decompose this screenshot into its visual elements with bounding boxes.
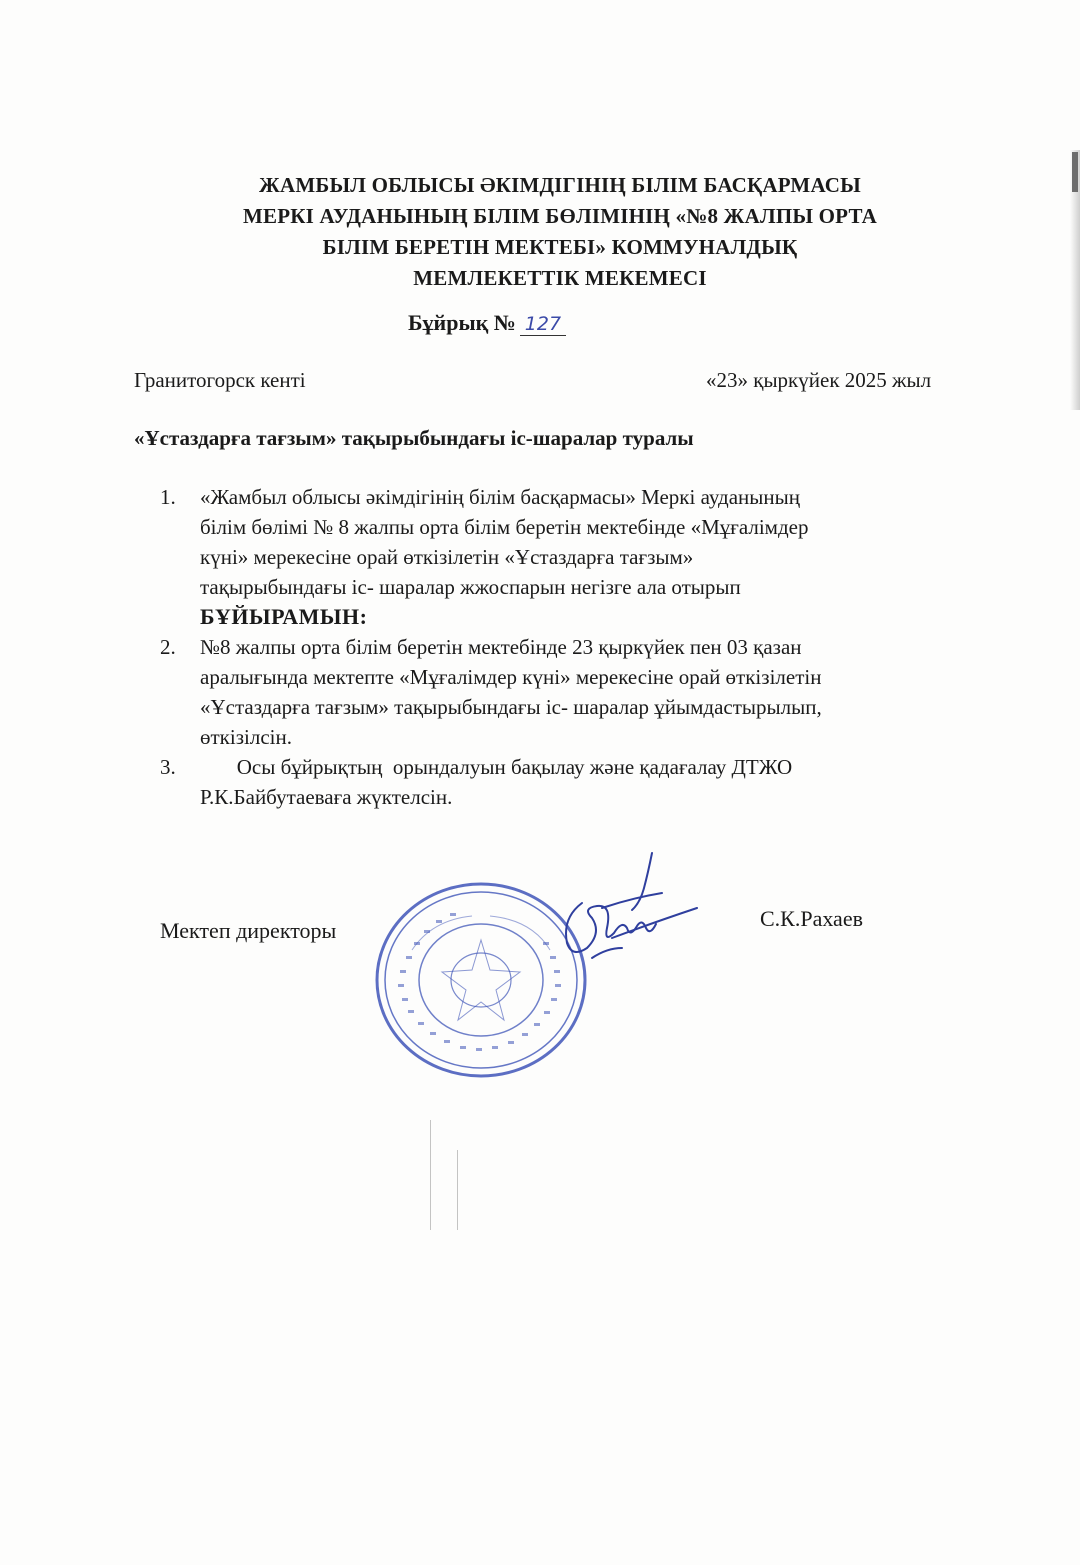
decree-heading: БҰЙЫРАМЫН: — [200, 604, 368, 629]
scan-artifact-line — [457, 1150, 458, 1230]
header-line: МЕРКІ АУДАНЫНЫҢ БІЛІМ БӨЛІМІНІҢ «№8 ЖАЛПЫ ОРТА — [243, 204, 877, 228]
item-line: күні» мерекесіне орай өткізілетін «Ұстаздарға тағзым» — [200, 545, 694, 569]
header-line: БІЛІМ БЕРЕТІН МЕКТЕБІ» КОММУНАЛДЫҚ — [322, 235, 798, 259]
item-line: өткізілсін. — [200, 725, 292, 749]
item-line: Р.К.Байбутаеваға жүктелсін. — [200, 785, 453, 809]
item-number: 1. — [160, 485, 176, 509]
item-line: «Жамбыл облысы әкімдігінің білім басқармасы» Меркі ауданының — [200, 485, 800, 509]
item-line: аралығында мектепте «Мұғалімдер күні» мерекесіне орай өткізілетін — [200, 665, 822, 689]
item-line: №8 жалпы орта білім беретін мектебінде 23 қыркүйек пен 03 қазан — [200, 635, 802, 659]
list-item — [160, 482, 1000, 632]
order-number: 127 — [520, 313, 566, 336]
item-line: Осы бұйрықтың орындалуын бақылау және қадағалау ДТЖО — [200, 755, 793, 779]
item-line: тақырыбындағы іс- шаралар жжоспарын негізге ала отырып — [200, 575, 741, 599]
header-line: МЕМЛЕКЕТТІК МЕКЕМЕСІ — [413, 266, 707, 290]
order-items — [160, 482, 1000, 812]
item-number: 3. — [160, 755, 176, 779]
organization-header — [140, 170, 980, 294]
list-item — [160, 632, 1000, 752]
order-subject: «Ұстаздарға тағзым» тақырыбындағы іс-шаралар туралы — [134, 426, 694, 450]
director-name: С.К.Рахаев — [760, 906, 863, 931]
list-item — [160, 752, 1000, 812]
handwritten-signature-icon — [552, 848, 702, 973]
order-date: «23» қыркүйек 2025 жыл — [706, 368, 932, 392]
item-line: «Ұстаздарға тағзым» тақырыбындағы іс- шаралар ұйымдастырылып, — [200, 695, 822, 719]
header-line: ЖАМБЫЛ ОБЛЫСЫ ӘКІМДІГІНІҢ БІЛІМ БАСҚАРМАСЫ — [259, 173, 861, 197]
item-number: 2. — [160, 635, 176, 659]
scan-artifact-line — [430, 1120, 431, 1230]
place: Гранитогорск кенті — [134, 368, 306, 392]
order-title — [408, 310, 566, 336]
item-line: білім бөлімі № 8 жалпы орта білім беретін мектебінде «Мұғалімдер — [200, 515, 809, 539]
scan-edge-mark — [1072, 152, 1078, 192]
order-label: Бұйрық № — [408, 310, 516, 335]
signature-position: Мектеп директоры — [160, 918, 337, 943]
